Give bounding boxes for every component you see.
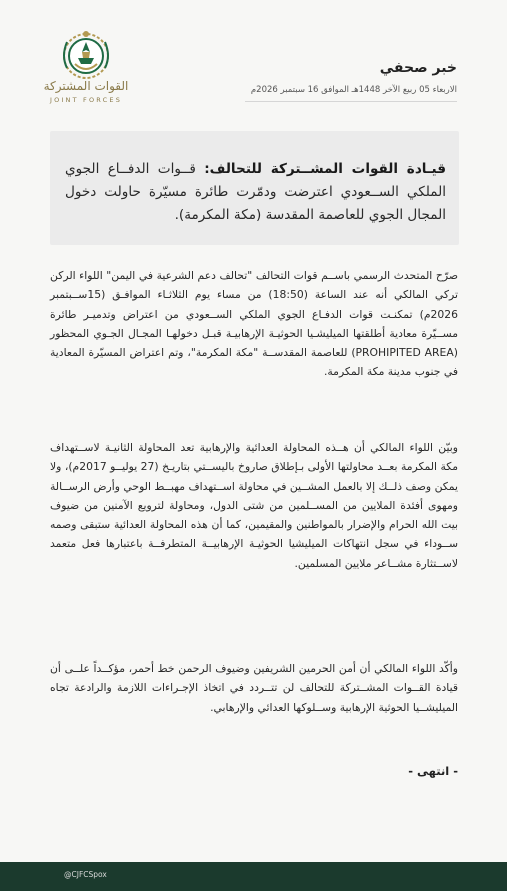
body-paragraph-3: وأكّد اللواء المالكي أن أمن الحرمين الشريفين وضيوف الرحمن خط أحمر، مؤكــداً علــى أن قيادة القــوات المشــتركة للتحالف لن تتــردد في اتخاذ الإجـراءات اللازمة والرادعة تجاه الميليشــيا الحوثية الإرهابية وســلوكها العدائي والإرهابي.	[50, 662, 458, 714]
body-paragraph-2: وبيّن اللواء المالكي أن هــذه المحاولة العدائية والإرهابية تعد المحاولة الثانيـة لاســتهداف مكة المكرمة بعــد محاولتها الأولى بـإطلاق صاروخ باليســتي بتاريـخ (27 يوليــو 2017م)، ولا يمكن وصف ذلــك إلا بالعمل المشــين في محاولة اســتهداف مهبــط الوحي وأرض الرســالة ومهوى أفئدة الملايين من المســلمين من شتى الدول، ومحاولة لترويع الآمنين من ضيوف بيت الله الحرام والإضرار بالمواطنين والمقيمين، كما أن هذه المحاولة العدائية ستبقى وصمه ســوداء في سجل انتهاكات الميليشيا الحوثيـة الإرهابيــة المتطرفــة باعتبارها فعل متعمد لاســتثارة مشــاعر ملايين المسلمين.	[50, 441, 458, 570]
header-divider	[245, 101, 457, 102]
ending-mark: - انتهى -	[408, 764, 458, 778]
publication-date: الاربعاء 05 ربيع الآخر 1448هـ الموافق 16 سبتمبر 2026م	[250, 85, 457, 95]
summary-box	[50, 131, 459, 245]
logo-english-text: JOINT FORCES	[49, 96, 123, 104]
summary-lead: قيـادة القوات المشــتركة للتحالف:	[204, 161, 446, 177]
body-paragraph-1: صرّح المتحدث الرسمي باســم قوات التحالف "تحالف دعم الشرعية في اليمن" اللواء الركن تركي المالكي أنه عند الساعة (18:50) من مساء يوم الثلاثـاء الموافـق (15ســبتمبر 2026م) تمكنـت قوات الدفـاع الجوي الملكي الســعودي من اعتراض وتدميـر طائرة مســيّرة معادية أطلقتها الميليشـيا الحوثيـة الإرهابيـة قبـل دخولهـا المجـال الجـوي المحظور (PROHIPITED AREA) للعاصمة المقدســة "مكة المكرمة"، وتم اعتراض المسيّرة المعادية في جنوب مدينة مكة المكرمة.	[50, 269, 458, 379]
social-handle: @CJFCSpox	[64, 870, 107, 879]
footer-bar	[0, 862, 507, 891]
summary-text: قــوات الدفــاع الجوي الملكي الســعودي اعترضت ودمّرت طائرة مسيّرة حاولت دخول المجال الجوي للعاصمة المقدسة (مكة المكرمة).	[65, 161, 446, 223]
page-title: خبر صحفي	[379, 60, 457, 76]
logo-arabic-text: القوات المشتركة	[43, 79, 129, 93]
